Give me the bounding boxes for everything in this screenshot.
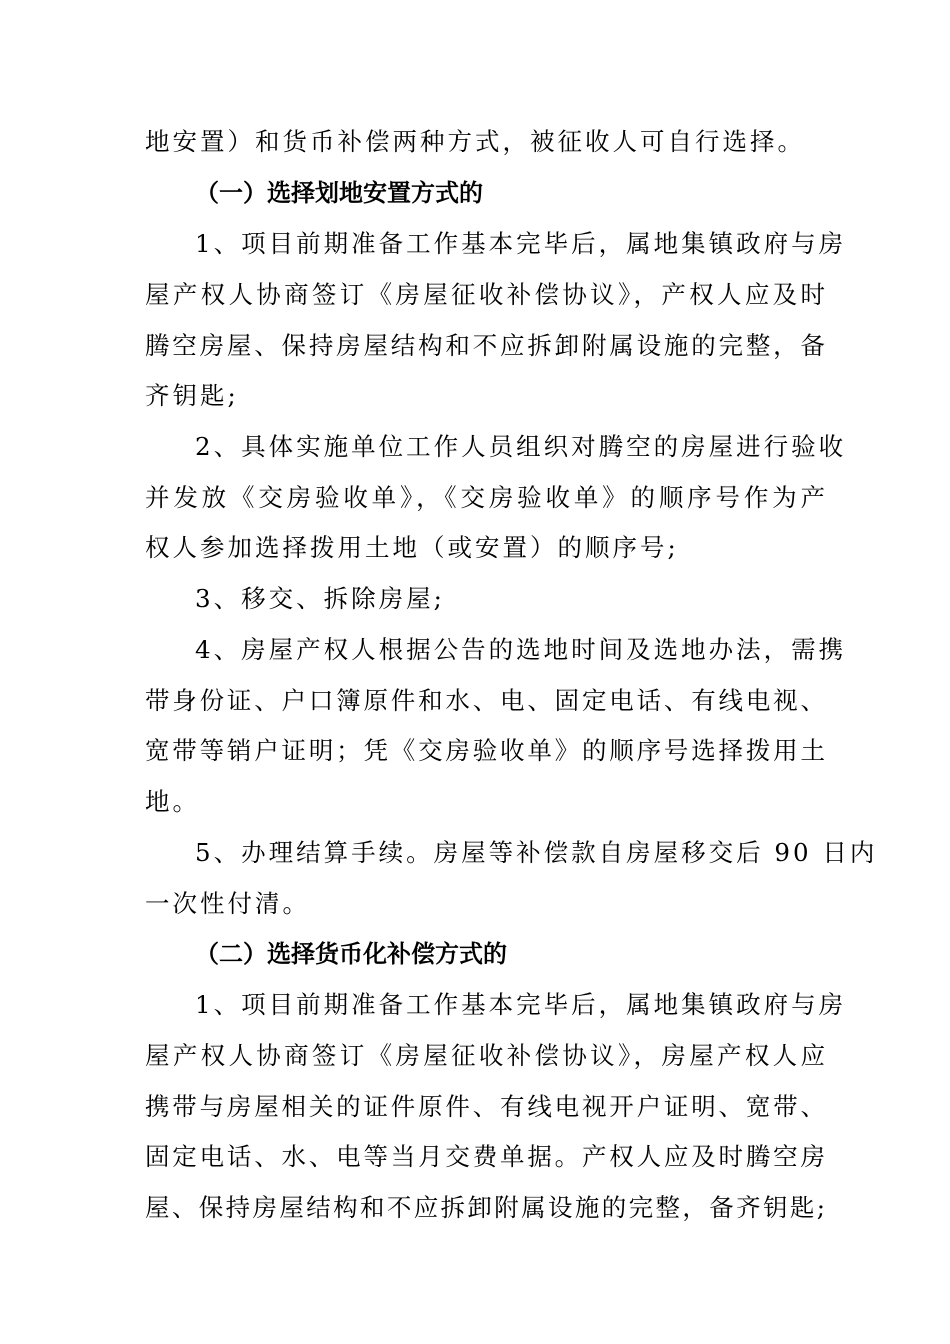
text-line: 屋产权人协商签订《房屋征收补偿协议》，产权人应及时 bbox=[145, 280, 825, 309]
text-line: 2、具体实施单位工作人员组织对腾空的房屋进行验收 bbox=[195, 432, 847, 461]
text-line: 屋、保持房屋结构和不应拆卸附属设施的完整，备齐钥匙; bbox=[145, 1193, 825, 1222]
text-line: 腾空房屋、保持房屋结构和不应拆卸附属设施的完整，备 bbox=[145, 331, 825, 360]
text-line: 3、移交、拆除房屋; bbox=[195, 584, 445, 613]
text-line: 1、项目前期准备工作基本完毕后，属地集镇政府与房 bbox=[195, 229, 847, 258]
text-line: 地。 bbox=[145, 787, 200, 816]
text-line: 一次性付清。 bbox=[145, 889, 310, 918]
text-line: 宽带等销户证明；凭《交房验收单》的顺序号选择拨用土 bbox=[145, 736, 825, 765]
text-line: 齐钥匙; bbox=[145, 381, 239, 410]
text-line: 并发放《交房验收单》，《交房验收单》的顺序号作为产 bbox=[145, 483, 825, 512]
section-heading-1: （一）选择划地安置方式的 bbox=[195, 179, 483, 207]
text-line: 权人参加选择拨用土地（或安置）的顺序号; bbox=[145, 533, 679, 562]
text-line: 屋产权人协商签订《房屋征收补偿协议》，房屋产权人应 bbox=[145, 1041, 825, 1070]
text-line: 1、项目前期准备工作基本完毕后，属地集镇政府与房 bbox=[195, 990, 847, 1019]
text-line: 4、房屋产权人根据公告的选地时间及选地办法，需携 bbox=[195, 635, 847, 664]
text-line: 5、办理结算手续。房屋等补偿款自房屋移交后 90 日内 bbox=[195, 838, 878, 867]
text-line: 固定电话、水、电等当月交费单据。产权人应及时腾空房 bbox=[145, 1142, 825, 1171]
text-line: 带身份证、户口簿原件和水、电、固定电话、有线电视、 bbox=[145, 686, 825, 715]
text-line: 地安置）和货币补偿两种方式，被征收人可自行选择。 bbox=[145, 127, 805, 156]
section-heading-2: （二）选择货币化补偿方式的 bbox=[195, 940, 507, 968]
text-line: 携带与房屋相关的证件原件、有线电视开户证明、宽带、 bbox=[145, 1092, 825, 1121]
